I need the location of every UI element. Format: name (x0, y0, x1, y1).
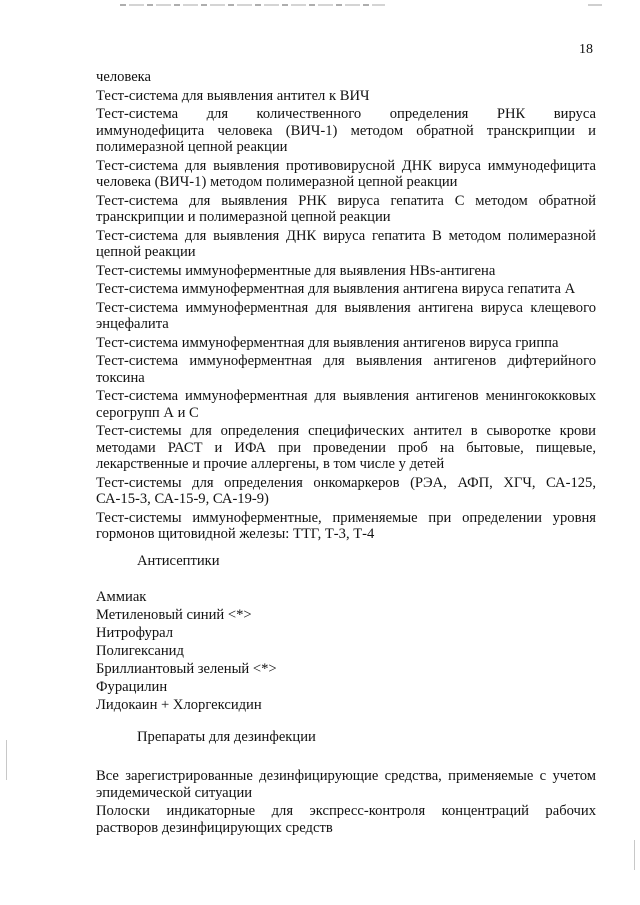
disinfection-line: растворов дезинфицирующих средств (96, 819, 333, 836)
test-system-line: Тест-система иммуноферментная для выявления антигенов менингококковых (96, 388, 596, 404)
test-system-line: токсина (96, 369, 145, 386)
scan-artifact-top (120, 4, 385, 6)
test-system-paragraph (96, 423, 596, 473)
test-system-line: Тест-система для выявления ДНК вируса гепатита В методом полимеразной (96, 227, 596, 244)
test-system-paragraph (96, 158, 596, 191)
test-system-line: человека (96, 69, 152, 85)
test-system-paragraph (96, 106, 596, 156)
test-system-line: методами РАСТ и ИФА при проведении проб на бытовые, пищевые, (96, 439, 596, 456)
scan-artifact-top-right (588, 4, 602, 6)
test-system-line: Тест-система иммуноферментная для выявления антигенов дифтерийного (96, 353, 596, 369)
disinfection-paragraph (96, 768, 596, 801)
test-system-line: полимеразной цепной реакции (96, 139, 288, 155)
antiseptic-item: Фурацилин (96, 679, 168, 695)
antiseptic-item: Метиленовый синий <*> (96, 607, 252, 623)
antiseptics-heading: Антисептики (137, 553, 220, 569)
test-system-paragraph (96, 281, 596, 298)
test-system-line: человека (ВИЧ-1) методом полимеразной цепной реакции (96, 174, 458, 190)
test-system-line: лекарственные и прочие аллергены, в том числе у детей (96, 456, 445, 472)
test-system-paragraph (96, 353, 596, 386)
test-system-paragraph (96, 228, 596, 261)
test-system-line: Тест-система иммуноферментная для выявления антигена вируса клещевого (96, 299, 596, 316)
test-system-line: Тест-система иммуноферментная для выявления антигена вируса гепатита А (96, 281, 576, 297)
test-system-line: энцефалита (96, 316, 169, 332)
test-system-line: Тест-система иммуноферментная для выявления антигенов вируса гриппа (96, 334, 559, 351)
test-system-line: Тест-системы иммуноферментные для выявления HBs-антигена (96, 262, 496, 279)
disinfection-line: эпидемической ситуации (96, 784, 253, 801)
disinfection-line: Полоски индикаторные для экспресс-контроля концентраций рабочих (96, 803, 596, 819)
test-system-paragraph (96, 335, 596, 352)
test-system-paragraph (96, 88, 596, 105)
test-system-line: СА-15-3, СА-15-9, СА-19-9) (96, 491, 269, 507)
test-system-line: Тест-система для выявления антител к ВИЧ (96, 87, 370, 104)
scan-artifact-right-edge (634, 840, 635, 870)
test-system-paragraph (96, 300, 596, 333)
disinfection-heading: Препараты для дезинфекции (137, 729, 316, 745)
disinfection-list (96, 768, 596, 838)
test-system-line: транскрипции и полимеразной цепной реакции (96, 209, 391, 225)
antiseptic-item: Аммиак (96, 589, 147, 605)
test-systems-list (96, 69, 596, 545)
test-system-line: иммунодефицита человека (ВИЧ-1) методом обратной транскрипции и (96, 122, 596, 139)
test-system-line: серогрупп А и С (96, 404, 199, 421)
test-system-line: Тест-система для выявления противовирусной ДНК вируса иммунодефицита (96, 157, 596, 174)
test-system-line: Тест-система для количественного определения РНК вируса (96, 106, 596, 122)
test-system-line: Тест-система для выявления РНК вируса гепатита С методом обратной (96, 192, 596, 209)
antiseptic-item: Бриллиантовый зеленый <*> (96, 661, 277, 677)
test-system-paragraph (96, 475, 596, 508)
test-system-line: гормонов щитовидной железы: ТТГ, Т-3, Т-4 (96, 526, 375, 542)
antiseptic-item: Лидокаин + Хлоргексидин (96, 697, 262, 713)
antiseptics-list (96, 588, 277, 714)
test-system-paragraph (96, 193, 596, 226)
disinfection-paragraph (96, 803, 596, 836)
antiseptic-item: Полигексанид (96, 643, 184, 659)
test-system-line: Тест-системы для определения онкомаркеров (РЭА, АФП, ХГЧ, СА-125, (96, 474, 596, 491)
test-system-paragraph (96, 263, 596, 280)
test-system-paragraph (96, 69, 596, 86)
scan-artifact-left-edge (6, 740, 7, 780)
test-system-line: цепной реакции (96, 244, 196, 260)
page-number: 18 (579, 42, 593, 57)
test-system-paragraph (96, 510, 596, 543)
disinfection-line: Все зарегистрированные дезинфицирующие средства, применяемые с учетом (96, 768, 596, 784)
test-system-line: Тест-системы иммуноферментные, применяемые при определении уровня (96, 509, 596, 526)
test-system-paragraph (96, 388, 596, 421)
antiseptic-item: Нитрофурал (96, 625, 174, 641)
test-system-line: Тест-системы для определения специфических антител в сыворотке крови (96, 423, 596, 439)
